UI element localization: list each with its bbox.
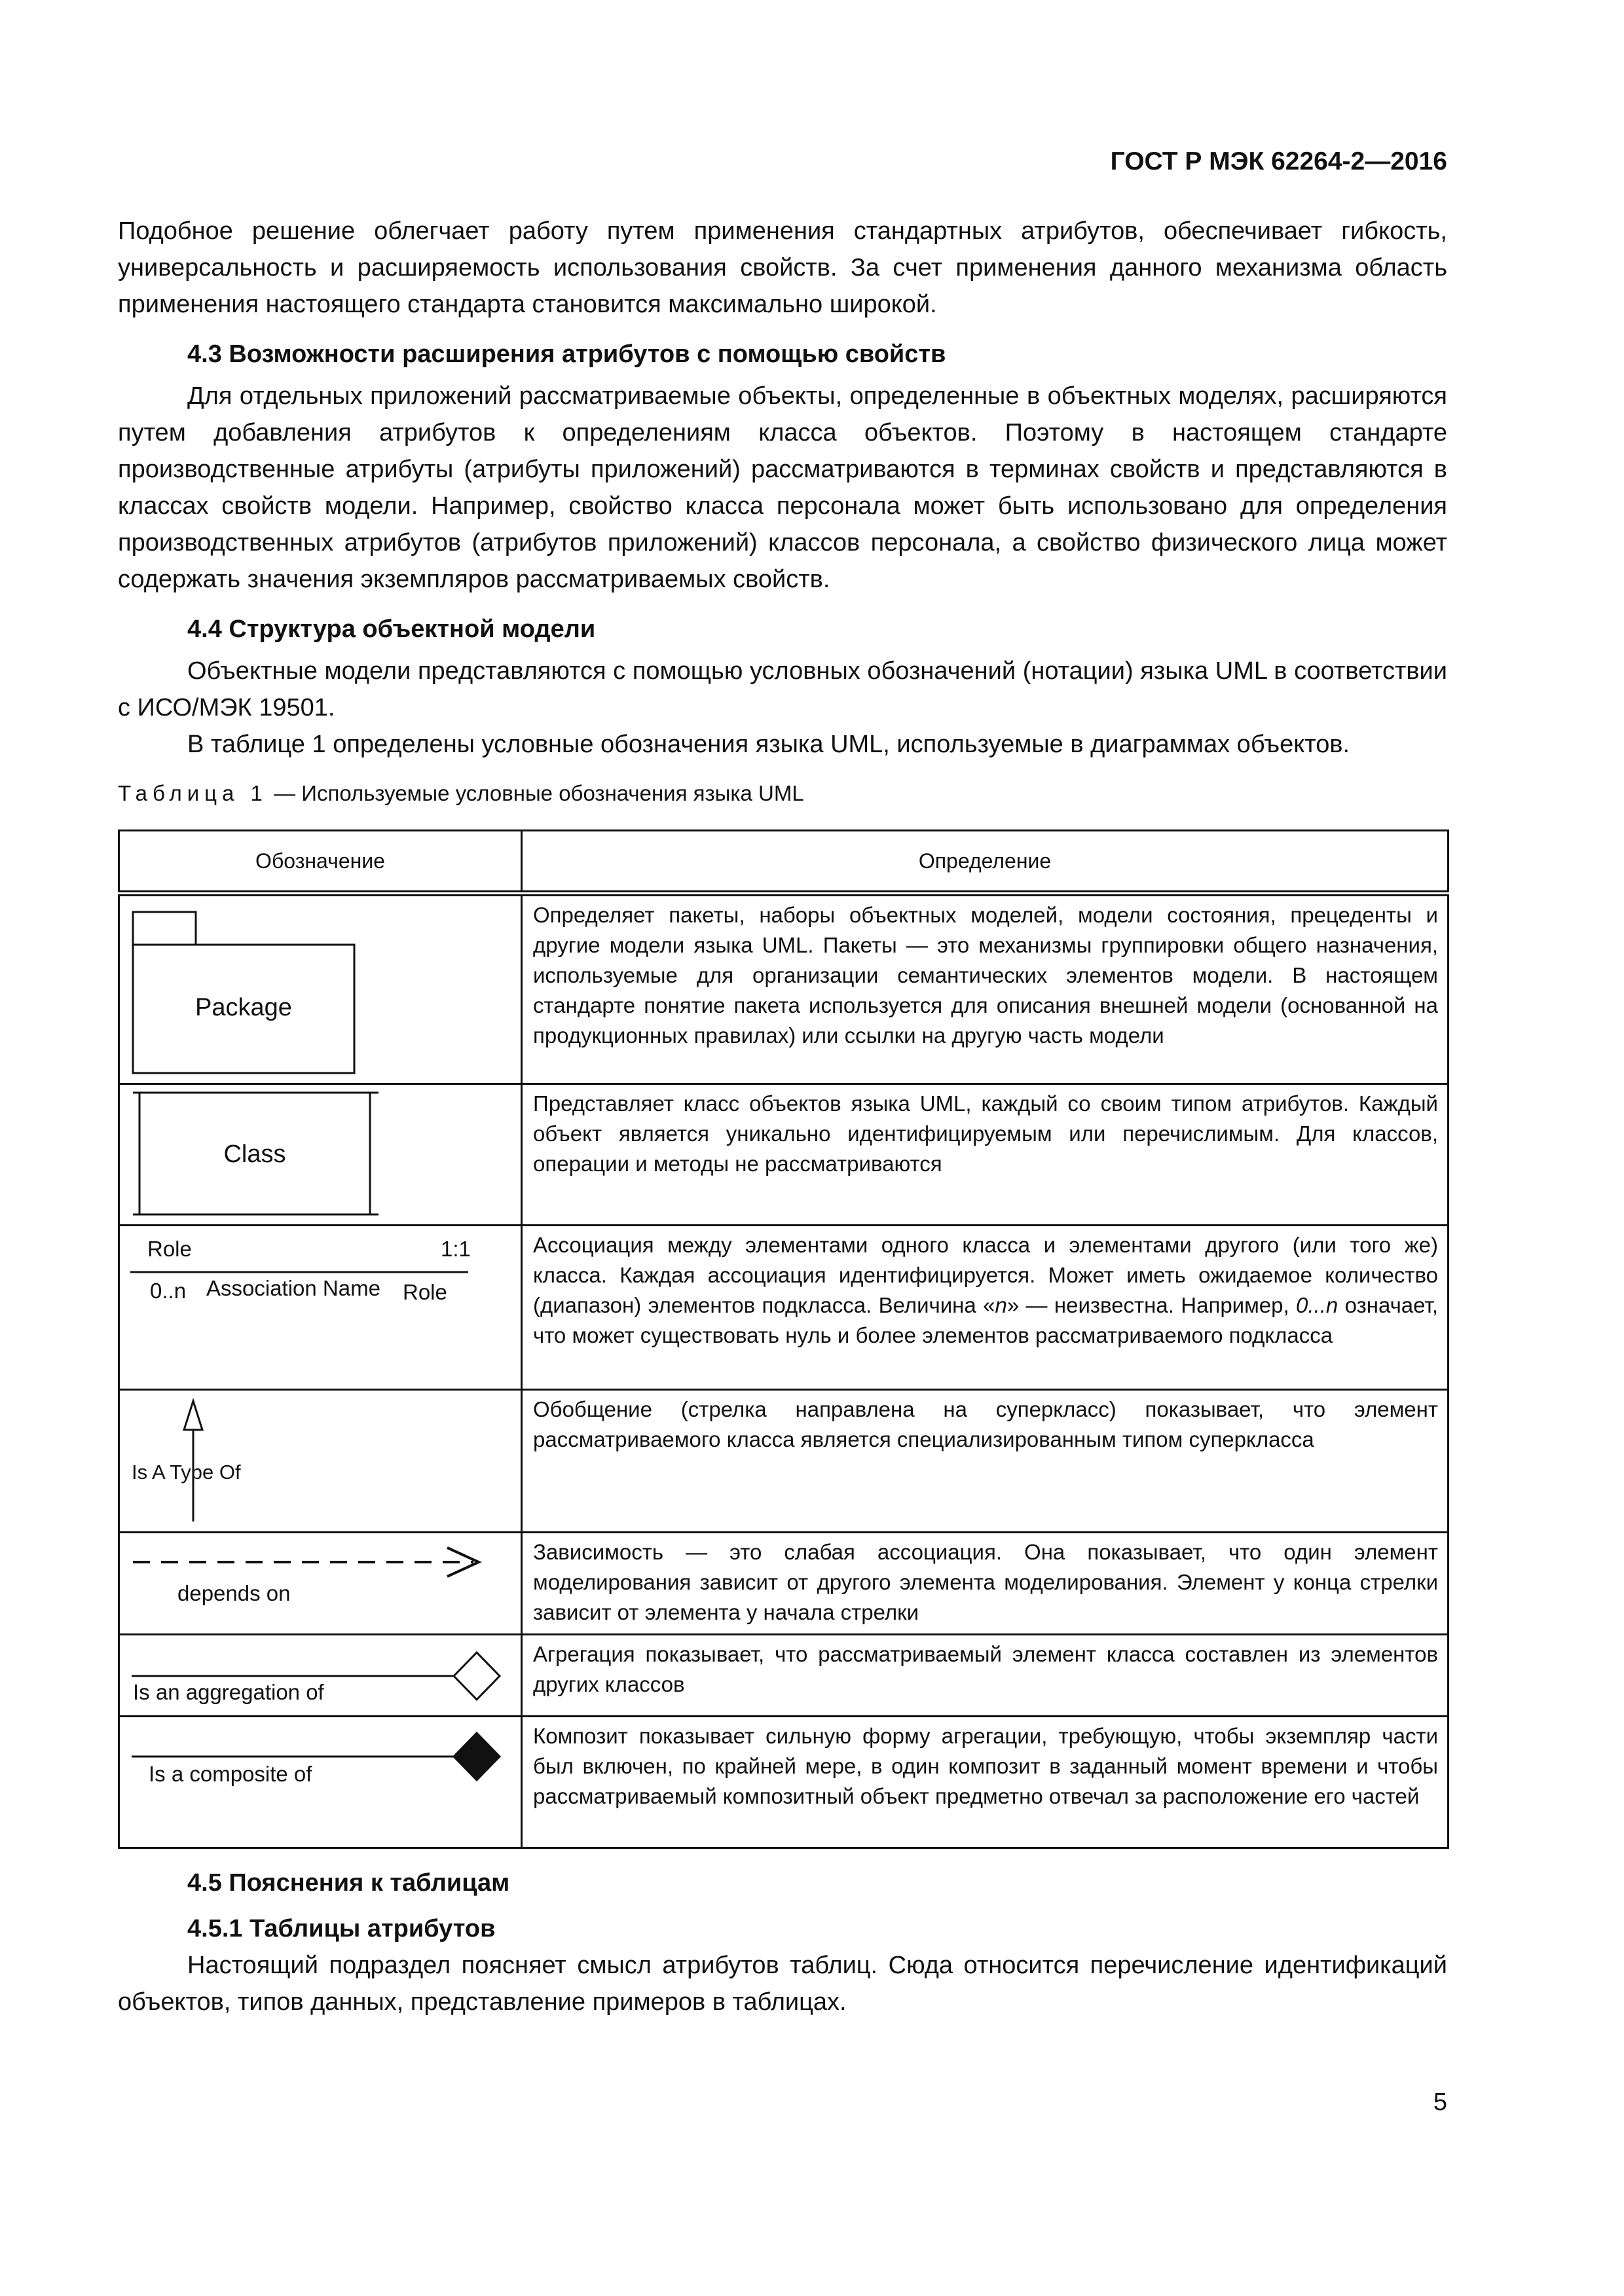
table-row-aggregation: [119, 1635, 1449, 1717]
association-symbol-cell: [119, 1226, 522, 1390]
intro-paragraph: Подобное решение облегчает работу путем применения стандартных атрибутов, обеспечивает гибкость, универсальность и расширяемость использования свойств. За счет применения данного механизма область применения настоящего стандарта становится максимально широкой.: [118, 217, 1447, 318]
package-icon: [120, 896, 521, 1083]
association-role-left: Role: [147, 1237, 192, 1261]
table-header-row: [119, 831, 1449, 894]
section-4-5-1-paragraph: Настоящий подраздел поясняет смысл атрибутов таблиц. Сюда относится перечисление идентификаций объектов, типов данных, представление примеров в таблицах.: [118, 1952, 1447, 2016]
header-definition: Определение: [522, 831, 1449, 894]
dependency-label: depends on: [177, 1581, 291, 1605]
section-4-5-heading: 4.5 Пояснения к таблицам: [187, 1869, 510, 1897]
section-4-4-paragraph-1: Объектные модели представляются с помощью условных обозначений (нотации) языка UML в соответствии с ИСО/МЭК 19501.: [118, 657, 1447, 721]
association-name-label: Association Name: [206, 1276, 380, 1300]
aggregation-label: Is an aggregation of: [133, 1680, 324, 1704]
section-4-4-heading: 4.4 Структура объектной модели: [187, 615, 596, 643]
generalization-definition: Обобщение (стрелка направлена на суперкласс) показывает, что элемент рассматриваемого класса является специализированным типом суперкласса: [522, 1390, 1449, 1533]
package-label: Package: [195, 994, 292, 1021]
class-label: Class: [223, 1140, 286, 1168]
association-multiplicity-left: 0..n: [150, 1279, 187, 1303]
document-code: ГОСТ Р МЭК 62264-2—2016: [1110, 147, 1447, 175]
table-row-package: [119, 894, 1449, 1084]
association-definition-part-1: Ассоциация между элементами одного класса и элементами другого (или того же) класса. Каждая ассоциация идентифицируется. Может иметь ожидаемое количество (диапазон) элементов подкласса. Величина «: [533, 1233, 1438, 1317]
table-caption: [118, 777, 1447, 810]
table-row-class: [119, 1084, 1449, 1226]
class-symbol-cell: [119, 1084, 522, 1226]
association-definition-part-2: » — неизвестна. Например,: [1006, 1293, 1297, 1317]
section-4-3-heading: 4.3 Возможности расширения атрибутов с помощью свойств: [187, 340, 946, 368]
package-symbol-cell: [119, 894, 522, 1084]
association-definition-n: n: [995, 1293, 1007, 1317]
uml-notation-table: [118, 829, 1449, 1849]
table-row-association: [119, 1226, 1449, 1390]
page-body: [118, 213, 1447, 2020]
page-number: 5: [1433, 2088, 1447, 2116]
table-row-dependency: [119, 1533, 1449, 1635]
composition-label: Is a composite of: [149, 1762, 312, 1786]
dependency-symbol-cell: [119, 1533, 522, 1635]
table-caption-text: — Используемые условные обозначения языка UML: [267, 781, 804, 805]
composition-diamond-icon: [120, 1717, 521, 1847]
table-row-generalization: [119, 1390, 1449, 1533]
association-definition-range: 0...n: [1296, 1293, 1338, 1317]
association-definition-part-3: означает, что может существовать нуль и более элементов рассматриваемого подкласса: [533, 1293, 1439, 1347]
header-symbol: Обозначение: [119, 831, 522, 894]
generalization-label: Is A Type Of: [132, 1461, 241, 1484]
association-role-right: Role: [403, 1280, 447, 1304]
dependency-arrow-icon: [120, 1533, 521, 1633]
package-definition: Определяет пакеты, наборы объектных моделей, модели состояния, прецеденты и другие модели языка UML. Пакеты — это механизмы группировки общего назначения, используемые для организации семантических элементов модели. В настоящем стандарте понятие пакета используется для описания внешней модели (основанной на продукционных правилах) или ссылки на другую часть модели: [522, 894, 1449, 1084]
association-icon: [120, 1226, 521, 1389]
aggregation-symbol-cell: [119, 1635, 522, 1717]
section-4-3-paragraph: Для отдельных приложений рассматриваемые объекты, определенные в объектных моделях, расширяются путем добавления атрибутов к определениям класса объектов. Поэтому в настоящем стандарте производственные атрибуты (атрибуты приложений) рассматриваются в терминах свойств и представляются в классах свойств модели. Например, свойство класса персонала может быть использовано для определения производственных атрибутов (атрибутов приложений) классов персонала, а свойство физического лица может содержать значения экземпляров рассматриваемых свойств.: [118, 382, 1447, 593]
aggregation-definition: Агрегация показывает, что рассматриваемый элемент класса составлен из элементов других классов: [522, 1635, 1449, 1717]
table-caption-label: Таблица 1: [118, 781, 268, 805]
association-definition: [522, 1226, 1449, 1390]
generalization-arrow-icon: [120, 1391, 521, 1531]
section-4-4-paragraph-2: В таблице 1 определены условные обозначения языка UML, используемые в диаграммах объектов.: [187, 731, 1350, 758]
dependency-definition: Зависимость — это слабая ассоциация. Она показывает, что один элемент моделирования зависит от другого элемента моделирования. Элемент у конца стрелки зависит от элемента у начала стрелки: [522, 1533, 1449, 1635]
class-definition: Представляет класс объектов языка UML, каждый со своим типом атрибутов. Каждый объект является уникально идентифицируемым или перечислимым. Для классов, операции и методы не рассматриваются: [522, 1084, 1449, 1226]
generalization-symbol-cell: [119, 1390, 522, 1533]
composition-definition: Композит показывает сильную форму агрегации, требующую, чтобы экземпляр части был включен, по крайней мере, в один композит в заданный момент времени и чтобы рассматриваемый композитный объект предметно отвечал за расположение его частей: [522, 1717, 1449, 1848]
section-4-5-1-heading: 4.5.1 Таблицы атрибутов: [187, 1915, 496, 1942]
composition-symbol-cell: [119, 1717, 522, 1848]
table-row-composition: [119, 1717, 1449, 1848]
association-multiplicity-right: 1:1: [441, 1237, 471, 1261]
aggregation-diamond-icon: [120, 1635, 521, 1715]
class-icon: [120, 1085, 521, 1224]
